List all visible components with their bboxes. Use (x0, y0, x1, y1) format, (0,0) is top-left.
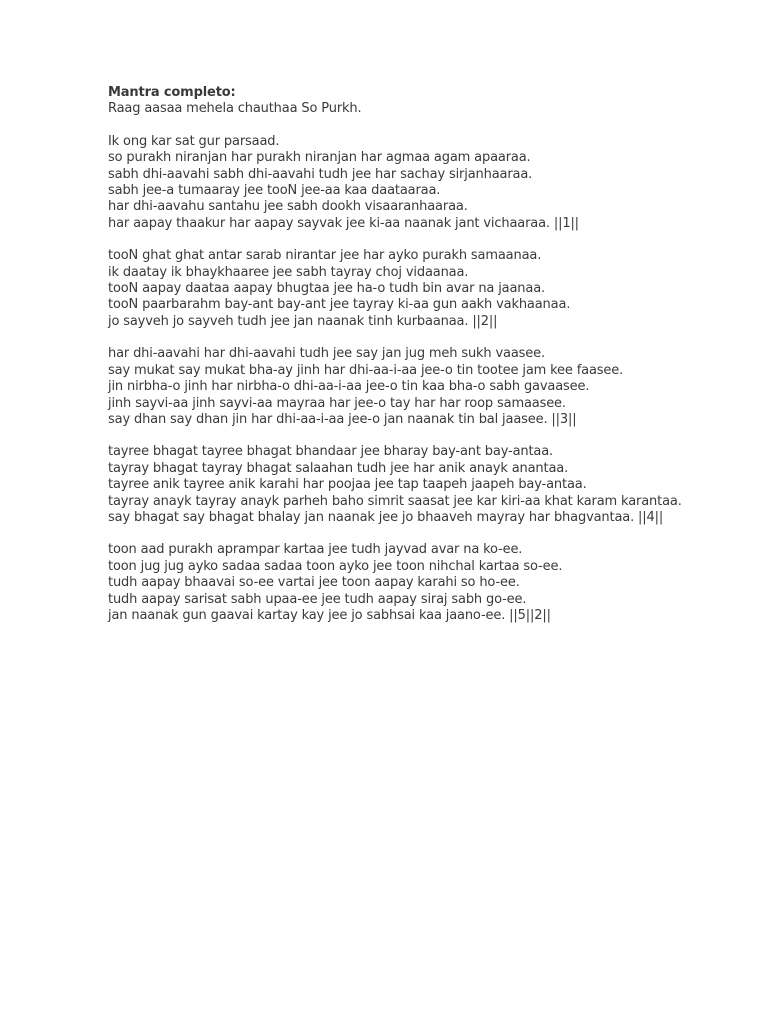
verse-line: toon jug jug ayko sadaa sadaa toon ayko jee toon nihchal kartaa so-ee. (108, 558, 563, 574)
verse-line: sabh jee-a tumaaray jee tooN jee-aa kaa daataaraa. (108, 183, 441, 199)
verse-line: har dhi-aavahu santahu jee sabh dookh visaaranhaaraa. (108, 199, 468, 215)
verse-line: tayree bhagat tayree bhagat bhandaar jee bharay bay-ant bay-antaa. (108, 444, 554, 460)
verse-line: tudh aapay sarisat sabh upaa-ee jee tudh aapay siraj sabh go-ee. (108, 591, 527, 607)
verse-line: jan naanak gun gaavai kartay kay jee jo sabhsai kaa jaano-ee. ||5||2|| (108, 607, 551, 623)
stanza-2 (108, 248, 708, 330)
verse-line: ik daatay ik bhaykhaaree jee sabh tayray choj vidaanaa. (108, 264, 469, 280)
document-page (108, 85, 708, 624)
stanza-4 (108, 444, 708, 526)
verse-line: toon aad purakh aprampar kartaa jee tudh jayvad avar na ko-ee. (108, 542, 523, 558)
verse-line: Ik ong kar sat gur parsaad. (108, 133, 280, 149)
verse-line: so purakh niranjan har purakh niranjan har agmaa agam apaaraa. (108, 150, 531, 166)
verse-line: jin nirbha-o jinh har nirbha-o dhi-aa-i-aa jee-o tin kaa bha-o sabh gavaasee. (108, 379, 590, 395)
verse-line: jinh sayvi-aa jinh sayvi-aa mayraa har jee-o tay har har roop samaasee. (108, 395, 566, 411)
stanza-5 (108, 542, 708, 624)
verse-line: say bhagat say bhagat bhalay jan naanak jee jo bhaaveh mayray har bhagvantaa. ||4|| (108, 509, 664, 525)
stanza-3 (108, 346, 708, 428)
verse-line: say mukat say mukat bha-ay jinh har dhi-aa-i-aa jee-o tin tootee jam kee faasee. (108, 362, 624, 378)
verse-line: tooN aapay daataa aapay bhugtaa jee ha-o tudh bin avar na jaanaa. (108, 281, 546, 297)
verse-line: tayree anik tayree anik karahi har poojaa jee tap taapeh jaapeh bay-antaa. (108, 477, 587, 493)
document-subtitle: Raag aasaa mehela chauthaa So Purkh. (108, 101, 362, 117)
verse-line: sabh dhi-aavahi sabh dhi-aavahi tudh jee har sachay sirjanhaaraa. (108, 166, 533, 182)
verse-line: tayray bhagat tayray bhagat salaahan tudh jee har anik anayk anantaa. (108, 460, 569, 476)
verse-line: tooN paarbarahm bay-ant bay-ant jee tayray ki-aa gun aakh vakhaanaa. (108, 297, 571, 313)
verse-line: har aapay thaakur har aapay sayvak jee ki-aa naanak jant vichaaraa. ||1|| (108, 215, 579, 231)
verse-line: tooN ghat ghat antar sarab nirantar jee har ayko purakh samaanaa. (108, 248, 542, 264)
document-title: Mantra completo: (108, 85, 236, 100)
verse-line: tayray anayk tayray anayk parheh baho simrit saasat jee kar kiri-aa khat karam karantaa. (108, 493, 682, 509)
verse-line: jo sayveh jo sayveh tudh jee jan naanak tinh kurbaanaa. ||2|| (108, 313, 498, 329)
verse-line: tudh aapay bhaavai so-ee vartai jee toon aapay karahi so ho-ee. (108, 575, 520, 591)
stanza-1 (108, 134, 708, 232)
verse-line: say dhan say dhan jin har dhi-aa-i-aa jee-o jan naanak tin bal jaasee. ||3|| (108, 411, 577, 427)
verse-line: har dhi-aavahi har dhi-aavahi tudh jee say jan jug meh sukh vaasee. (108, 346, 545, 362)
